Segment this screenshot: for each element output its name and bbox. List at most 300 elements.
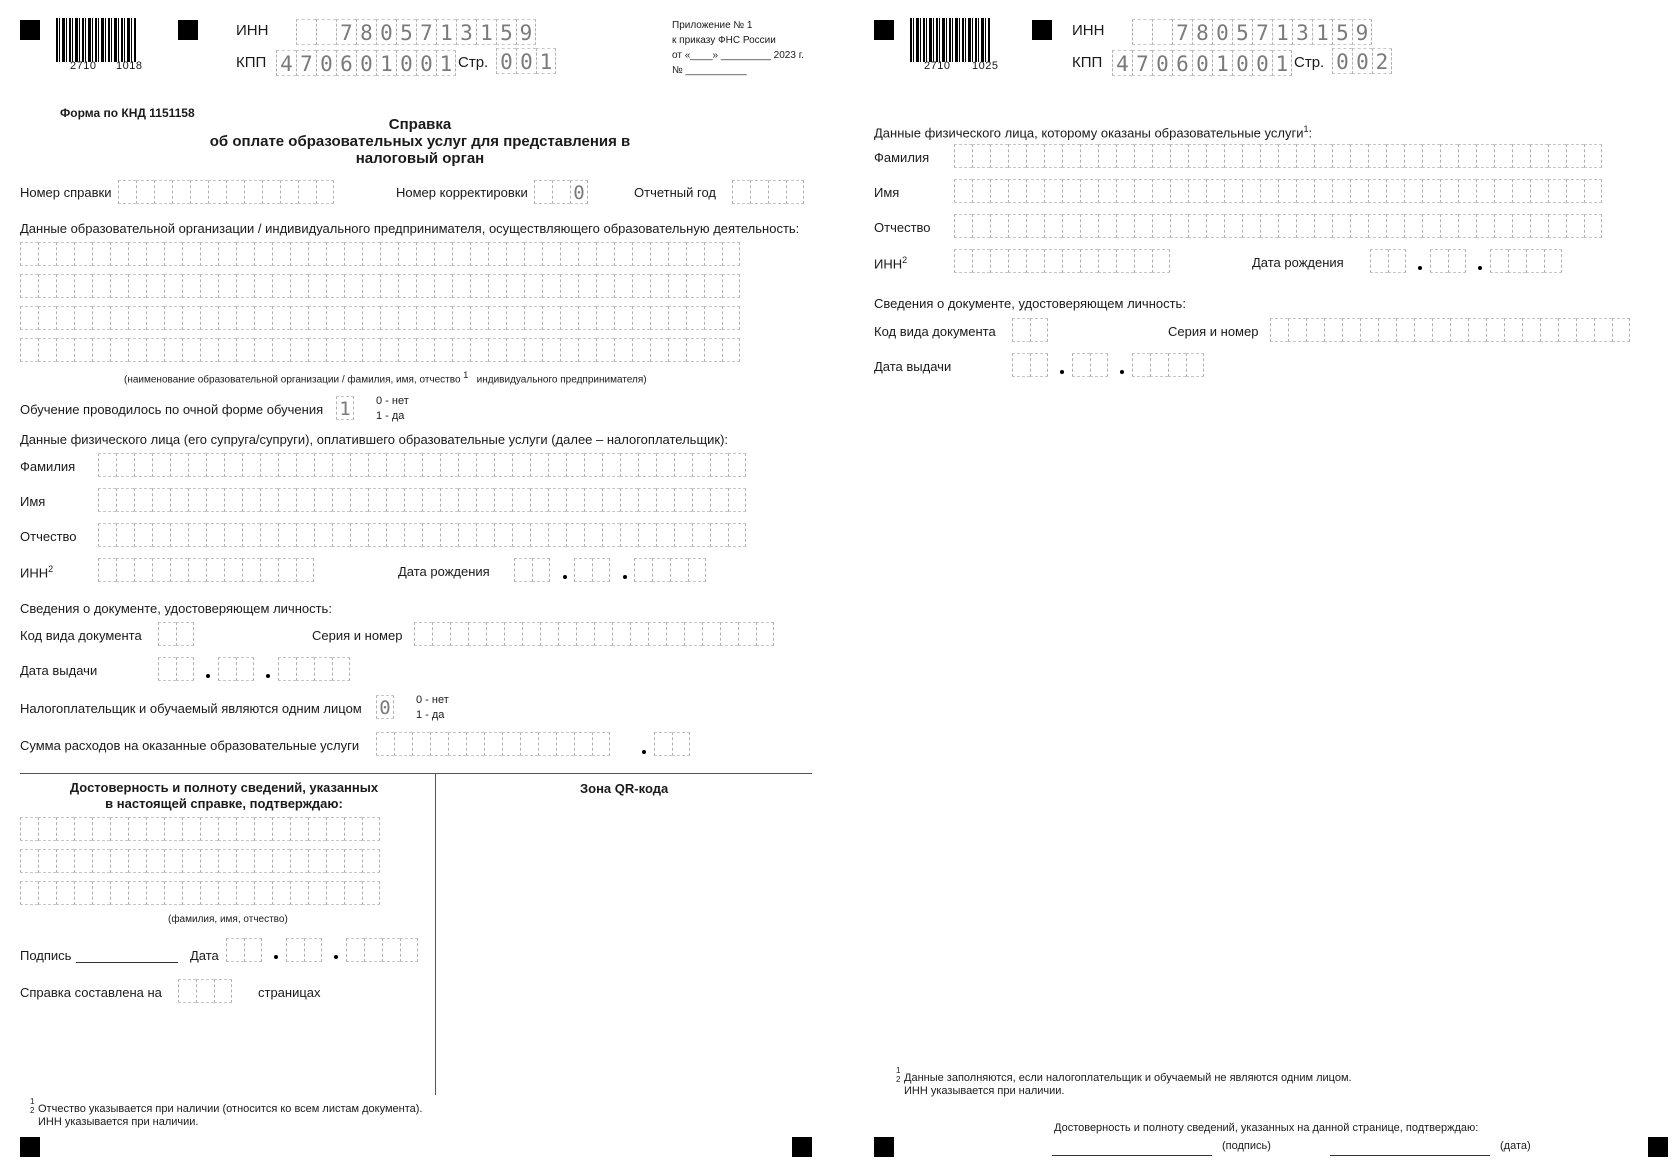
input-cell[interactable]: [128, 306, 146, 330]
input-cell[interactable]: [254, 817, 272, 841]
input-cell[interactable]: 1: [336, 396, 354, 420]
input-cell[interactable]: [254, 881, 272, 905]
input-cell[interactable]: [272, 881, 290, 905]
input-cell[interactable]: [182, 849, 200, 873]
input-cell[interactable]: [488, 242, 506, 266]
input-cell[interactable]: [704, 242, 722, 266]
input-cell[interactable]: [504, 622, 522, 646]
input-cell[interactable]: [404, 488, 422, 512]
input-cell[interactable]: [1386, 214, 1404, 238]
input-cell[interactable]: [1044, 249, 1062, 273]
input-cell[interactable]: [1566, 214, 1584, 238]
input-cell[interactable]: [1080, 249, 1098, 273]
input-cell[interactable]: [416, 338, 434, 362]
input-cell[interactable]: [1098, 144, 1116, 168]
input-cell[interactable]: [1544, 249, 1562, 273]
input-cell[interactable]: [556, 732, 574, 756]
input-cell[interactable]: [512, 488, 530, 512]
input-cell[interactable]: [176, 622, 194, 646]
input-cell[interactable]: [1440, 144, 1458, 168]
input-cell[interactable]: [398, 338, 416, 362]
input-cell[interactable]: [332, 523, 350, 547]
input-cell[interactable]: [542, 338, 560, 362]
input-cell[interactable]: [56, 849, 74, 873]
input-cell[interactable]: [74, 338, 92, 362]
input-cell[interactable]: 8: [1192, 19, 1212, 45]
input-cell[interactable]: [1026, 249, 1044, 273]
input-cell[interactable]: [362, 274, 380, 298]
input-cell[interactable]: [502, 732, 520, 756]
input-cell[interactable]: [344, 881, 362, 905]
input-cell[interactable]: [1306, 318, 1324, 342]
input-cell[interactable]: [1026, 179, 1044, 203]
input-cell[interactable]: [1314, 179, 1332, 203]
input-cell[interactable]: [584, 453, 602, 477]
input-cell[interactable]: [990, 249, 1008, 273]
org-name-field[interactable]: [20, 306, 740, 330]
input-cell[interactable]: [530, 523, 548, 547]
input-cell[interactable]: [368, 488, 386, 512]
input-cell[interactable]: [1224, 144, 1242, 168]
input-cell[interactable]: [128, 338, 146, 362]
input-cell[interactable]: 4: [276, 50, 296, 76]
input-cell[interactable]: 1: [1312, 19, 1332, 45]
input-cell[interactable]: [20, 849, 38, 873]
input-cell[interactable]: [56, 274, 74, 298]
input-cell[interactable]: [218, 817, 236, 841]
input-cell[interactable]: [116, 523, 134, 547]
input-cell[interactable]: [414, 622, 432, 646]
input-cell[interactable]: [236, 817, 254, 841]
input-cell[interactable]: [196, 979, 214, 1003]
input-cell[interactable]: [440, 453, 458, 477]
input-cell[interactable]: [620, 453, 638, 477]
input-cell[interactable]: [1404, 214, 1422, 238]
org-name-field[interactable]: [20, 242, 740, 266]
input-cell[interactable]: [722, 274, 740, 298]
input-cell[interactable]: [236, 881, 254, 905]
input-cell[interactable]: [92, 849, 110, 873]
input-cell[interactable]: [692, 488, 710, 512]
input-cell[interactable]: [1090, 353, 1108, 377]
input-cell[interactable]: [1332, 144, 1350, 168]
input-cell[interactable]: [674, 453, 692, 477]
input-cell[interactable]: [1360, 318, 1378, 342]
input-cell[interactable]: [1134, 249, 1152, 273]
input-cell[interactable]: [92, 338, 110, 362]
org-name-field[interactable]: [20, 274, 740, 298]
input-cell[interactable]: 7: [1252, 19, 1272, 45]
input-cell[interactable]: [200, 242, 218, 266]
input-cell[interactable]: [728, 488, 746, 512]
input-cell[interactable]: [110, 306, 128, 330]
input-cell[interactable]: [470, 242, 488, 266]
input-cell[interactable]: [670, 558, 688, 582]
input-cell[interactable]: [1584, 214, 1602, 238]
input-cell[interactable]: [422, 523, 440, 547]
input-cell[interactable]: [440, 488, 458, 512]
input-cell[interactable]: [170, 488, 188, 512]
input-cell[interactable]: [236, 849, 254, 873]
input-cell[interactable]: [1116, 179, 1134, 203]
input-cell[interactable]: [260, 523, 278, 547]
input-cell[interactable]: [972, 249, 990, 273]
input-cell[interactable]: [1030, 353, 1048, 377]
input-cell[interactable]: [1494, 144, 1512, 168]
input-cell[interactable]: [278, 558, 296, 582]
input-cell[interactable]: [1134, 214, 1152, 238]
input-cell[interactable]: [136, 180, 154, 204]
input-cell[interactable]: [632, 338, 650, 362]
input-cell[interactable]: [20, 274, 38, 298]
input-cell[interactable]: [296, 19, 316, 45]
input-cell[interactable]: [164, 849, 182, 873]
input-cell[interactable]: [296, 657, 314, 681]
input-cell[interactable]: 9: [516, 19, 536, 45]
input-cell[interactable]: [386, 453, 404, 477]
input-cell[interactable]: [1188, 214, 1206, 238]
input-cell[interactable]: [560, 242, 578, 266]
input-cell[interactable]: [634, 558, 652, 582]
signer-name-field[interactable]: [20, 849, 380, 873]
input-cell[interactable]: 0: [516, 48, 536, 74]
input-cell[interactable]: [614, 242, 632, 266]
correction-field[interactable]: [534, 180, 588, 204]
input-cell[interactable]: [38, 881, 56, 905]
input-cell[interactable]: [1458, 214, 1476, 238]
input-cell[interactable]: [522, 622, 540, 646]
input-cell[interactable]: [146, 881, 164, 905]
input-cell[interactable]: [450, 622, 468, 646]
input-cell[interactable]: [722, 242, 740, 266]
input-cell[interactable]: [188, 523, 206, 547]
input-cell[interactable]: [290, 817, 308, 841]
input-cell[interactable]: [592, 732, 610, 756]
input-cell[interactable]: [20, 242, 38, 266]
input-cell[interactable]: [1168, 353, 1186, 377]
input-cell[interactable]: 1: [476, 19, 496, 45]
input-cell[interactable]: [434, 306, 452, 330]
input-cell[interactable]: [218, 657, 236, 681]
input-cell[interactable]: [524, 338, 542, 362]
input-cell[interactable]: [172, 180, 190, 204]
input-cell[interactable]: [512, 453, 530, 477]
input-cell[interactable]: [686, 338, 704, 362]
input-cell[interactable]: [1396, 318, 1414, 342]
same-person-field[interactable]: [376, 695, 394, 719]
input-cell[interactable]: [1332, 179, 1350, 203]
input-cell[interactable]: [538, 732, 556, 756]
input-cell[interactable]: [1260, 179, 1278, 203]
input-cell[interactable]: [326, 817, 344, 841]
input-cell[interactable]: [1350, 144, 1368, 168]
pages-count-field[interactable]: [178, 979, 232, 1003]
input-cell[interactable]: [368, 453, 386, 477]
input-cell[interactable]: [386, 523, 404, 547]
input-cell[interactable]: 0: [1332, 48, 1352, 74]
input-cell[interactable]: [1072, 353, 1090, 377]
input-cell[interactable]: [1368, 214, 1386, 238]
input-cell[interactable]: [134, 558, 152, 582]
input-cell[interactable]: [182, 338, 200, 362]
input-cell[interactable]: [164, 274, 182, 298]
input-cell[interactable]: [686, 306, 704, 330]
input-cell[interactable]: [1296, 144, 1314, 168]
input-cell[interactable]: [260, 558, 278, 582]
input-cell[interactable]: [728, 523, 746, 547]
input-cell[interactable]: [272, 817, 290, 841]
input-cell[interactable]: [242, 453, 260, 477]
input-cell[interactable]: [272, 306, 290, 330]
input-cell[interactable]: [314, 523, 332, 547]
input-cell[interactable]: [316, 180, 334, 204]
input-cell[interactable]: [578, 338, 596, 362]
input-cell[interactable]: [1404, 144, 1422, 168]
issue-month-field[interactable]: [1072, 353, 1108, 377]
input-cell[interactable]: [1458, 179, 1476, 203]
input-cell[interactable]: 3: [456, 19, 476, 45]
input-cell[interactable]: [208, 180, 226, 204]
input-cell[interactable]: 0: [1152, 50, 1172, 76]
input-cell[interactable]: [612, 622, 630, 646]
birth-year-field[interactable]: [1490, 249, 1562, 273]
input-cell[interactable]: [286, 938, 304, 962]
input-cell[interactable]: [668, 306, 686, 330]
input-cell[interactable]: [272, 338, 290, 362]
input-cell[interactable]: [524, 306, 542, 330]
input-cell[interactable]: [548, 488, 566, 512]
input-cell[interactable]: [308, 817, 326, 841]
input-cell[interactable]: [74, 849, 92, 873]
input-cell[interactable]: [164, 242, 182, 266]
input-cell[interactable]: [380, 242, 398, 266]
input-cell[interactable]: [1012, 318, 1030, 342]
input-cell[interactable]: [494, 488, 512, 512]
input-cell[interactable]: [722, 306, 740, 330]
input-cell[interactable]: [1098, 214, 1116, 238]
input-cell[interactable]: [684, 622, 702, 646]
input-cell[interactable]: [596, 242, 614, 266]
input-cell[interactable]: [732, 180, 750, 204]
input-cell[interactable]: [954, 179, 972, 203]
input-cell[interactable]: [452, 242, 470, 266]
input-cell[interactable]: [578, 274, 596, 298]
input-cell[interactable]: [346, 938, 364, 962]
input-cell[interactable]: [532, 558, 550, 582]
input-cell[interactable]: [620, 488, 638, 512]
input-cell[interactable]: [158, 657, 176, 681]
input-cell[interactable]: 0: [1352, 48, 1372, 74]
birth-day-field[interactable]: [514, 558, 550, 582]
input-cell[interactable]: 0: [376, 695, 394, 719]
input-cell[interactable]: [188, 488, 206, 512]
input-cell[interactable]: [1414, 318, 1432, 342]
input-cell[interactable]: [520, 732, 538, 756]
input-cell[interactable]: [1448, 249, 1466, 273]
input-cell[interactable]: [470, 274, 488, 298]
input-cell[interactable]: [152, 558, 170, 582]
birth-year-field[interactable]: [634, 558, 706, 582]
input-cell[interactable]: [200, 817, 218, 841]
input-cell[interactable]: [242, 488, 260, 512]
input-cell[interactable]: [110, 849, 128, 873]
input-cell[interactable]: [458, 453, 476, 477]
input-cell[interactable]: [224, 523, 242, 547]
input-cell[interactable]: 5: [1232, 19, 1252, 45]
input-cell[interactable]: [990, 214, 1008, 238]
input-cell[interactable]: [1476, 214, 1494, 238]
input-cell[interactable]: [56, 338, 74, 362]
input-cell[interactable]: [1548, 214, 1566, 238]
input-cell[interactable]: [1530, 144, 1548, 168]
input-cell[interactable]: [20, 306, 38, 330]
surname-field[interactable]: [98, 453, 746, 477]
input-cell[interactable]: [688, 558, 706, 582]
input-cell[interactable]: 8: [356, 19, 376, 45]
input-cell[interactable]: [1368, 179, 1386, 203]
input-cell[interactable]: [344, 242, 362, 266]
input-cell[interactable]: [182, 817, 200, 841]
input-cell[interactable]: [668, 338, 686, 362]
input-cell[interactable]: [560, 306, 578, 330]
input-cell[interactable]: [548, 453, 566, 477]
inn-field[interactable]: [296, 19, 536, 43]
input-cell[interactable]: [972, 214, 990, 238]
page-number-field[interactable]: [496, 48, 556, 72]
input-cell[interactable]: [692, 453, 710, 477]
input-cell[interactable]: [278, 453, 296, 477]
input-cell[interactable]: [596, 338, 614, 362]
input-cell[interactable]: [118, 180, 136, 204]
input-cell[interactable]: [1324, 318, 1342, 342]
doc-code-field[interactable]: [1012, 318, 1048, 342]
input-cell[interactable]: [650, 274, 668, 298]
input-cell[interactable]: [470, 338, 488, 362]
input-cell[interactable]: [1584, 144, 1602, 168]
input-cell[interactable]: [1170, 179, 1188, 203]
input-cell[interactable]: [470, 306, 488, 330]
input-cell[interactable]: [560, 274, 578, 298]
input-cell[interactable]: [206, 488, 224, 512]
input-cell[interactable]: [308, 306, 326, 330]
input-cell[interactable]: [1386, 144, 1404, 168]
input-cell[interactable]: [110, 242, 128, 266]
input-cell[interactable]: [110, 338, 128, 362]
input-cell[interactable]: [1350, 179, 1368, 203]
input-cell[interactable]: [1008, 179, 1026, 203]
input-cell[interactable]: [566, 488, 584, 512]
input-cell[interactable]: [954, 249, 972, 273]
input-cell[interactable]: 0: [1232, 50, 1252, 76]
input-cell[interactable]: 1: [1272, 50, 1292, 76]
input-cell[interactable]: [1422, 179, 1440, 203]
input-cell[interactable]: [566, 523, 584, 547]
input-cell[interactable]: [540, 622, 558, 646]
input-cell[interactable]: [218, 242, 236, 266]
input-cell[interactable]: [164, 338, 182, 362]
input-cell[interactable]: [20, 817, 38, 841]
input-cell[interactable]: [648, 622, 666, 646]
input-cell[interactable]: [592, 558, 610, 582]
input-cell[interactable]: [1368, 144, 1386, 168]
input-cell[interactable]: [666, 622, 684, 646]
input-cell[interactable]: [296, 523, 314, 547]
series-number-field[interactable]: [414, 622, 774, 646]
input-cell[interactable]: [1530, 179, 1548, 203]
input-cell[interactable]: [134, 488, 152, 512]
input-cell[interactable]: [534, 180, 552, 204]
input-cell[interactable]: [494, 523, 512, 547]
input-cell[interactable]: [710, 523, 728, 547]
input-cell[interactable]: [430, 732, 448, 756]
input-cell[interactable]: [56, 242, 74, 266]
input-cell[interactable]: [1566, 144, 1584, 168]
input-cell[interactable]: [344, 849, 362, 873]
input-cell[interactable]: [244, 180, 262, 204]
input-cell[interactable]: [1132, 19, 1152, 45]
issue-day-field[interactable]: [1012, 353, 1048, 377]
input-cell[interactable]: [1188, 179, 1206, 203]
input-cell[interactable]: [638, 488, 656, 512]
kpp-field[interactable]: [1112, 50, 1292, 74]
input-cell[interactable]: [188, 558, 206, 582]
input-cell[interactable]: [298, 180, 316, 204]
kpp-field[interactable]: [276, 50, 456, 74]
input-cell[interactable]: [990, 179, 1008, 203]
input-cell[interactable]: [128, 881, 146, 905]
expenses-amount-field[interactable]: [376, 732, 610, 756]
input-cell[interactable]: [92, 881, 110, 905]
input-cell[interactable]: [190, 180, 208, 204]
input-cell[interactable]: [506, 306, 524, 330]
input-cell[interactable]: [74, 881, 92, 905]
input-cell[interactable]: [488, 306, 506, 330]
input-cell[interactable]: [1152, 214, 1170, 238]
input-cell[interactable]: [488, 274, 506, 298]
input-cell[interactable]: [1548, 179, 1566, 203]
sign-month-field[interactable]: [286, 938, 322, 962]
input-cell[interactable]: [98, 488, 116, 512]
input-cell[interactable]: [704, 274, 722, 298]
input-cell[interactable]: [200, 306, 218, 330]
input-cell[interactable]: [224, 453, 242, 477]
birth-month-field[interactable]: [1430, 249, 1466, 273]
input-cell[interactable]: 1: [436, 19, 456, 45]
input-cell[interactable]: [242, 558, 260, 582]
signer-name-field[interactable]: [20, 817, 380, 841]
input-cell[interactable]: [560, 338, 578, 362]
input-cell[interactable]: [1186, 353, 1204, 377]
input-cell[interactable]: [308, 338, 326, 362]
input-cell[interactable]: 0: [570, 180, 588, 204]
input-cell[interactable]: [376, 732, 394, 756]
input-cell[interactable]: [1468, 318, 1486, 342]
date-line[interactable]: [1330, 1155, 1490, 1156]
input-cell[interactable]: [1548, 144, 1566, 168]
input-cell[interactable]: [506, 338, 524, 362]
issue-year-field[interactable]: [1132, 353, 1204, 377]
input-cell[interactable]: [488, 338, 506, 362]
input-cell[interactable]: [152, 523, 170, 547]
series-number-field[interactable]: [1270, 318, 1630, 342]
input-cell[interactable]: [154, 180, 172, 204]
input-cell[interactable]: [614, 338, 632, 362]
input-cell[interactable]: [722, 338, 740, 362]
birth-month-field[interactable]: [574, 558, 610, 582]
cert-number-field[interactable]: [118, 180, 334, 204]
input-cell[interactable]: [404, 453, 422, 477]
input-cell[interactable]: [206, 453, 224, 477]
